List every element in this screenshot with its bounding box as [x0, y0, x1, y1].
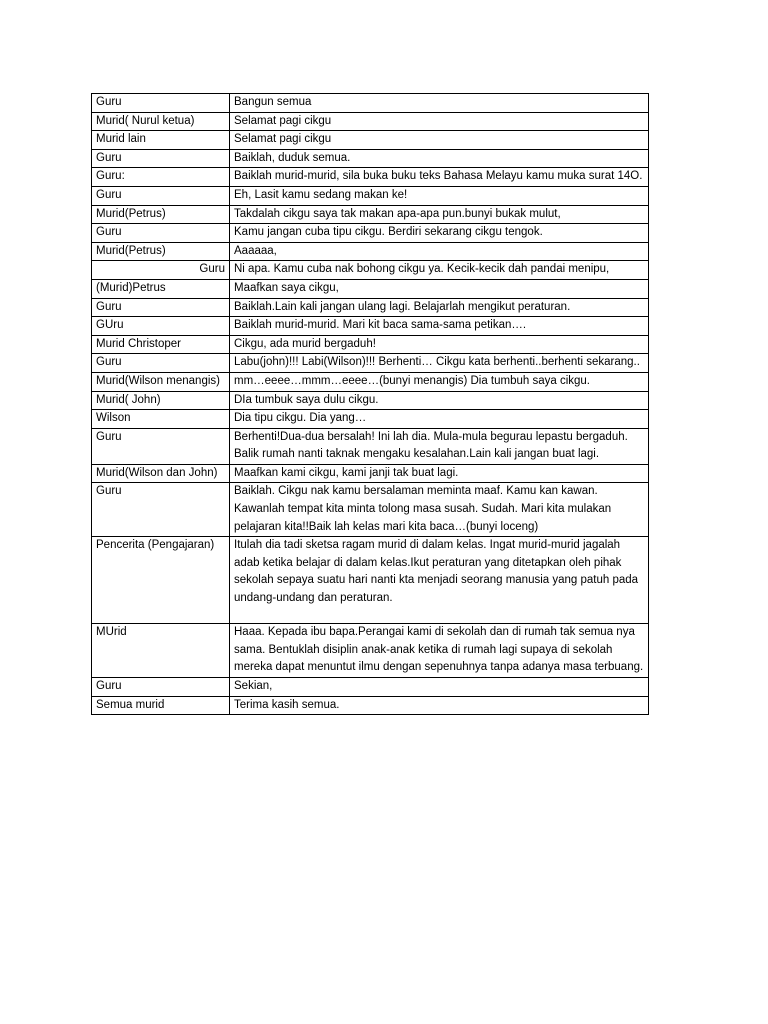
dialogue-cell: Selamat pagi cikgu [230, 112, 649, 131]
dialogue-cell: Terima kasih semua. [230, 696, 649, 715]
table-row [92, 372, 649, 391]
dialogue-cell: Takdalah cikgu saya tak makan apa-apa pun.bunyi bukak mulut, [230, 205, 649, 224]
table-row [92, 149, 649, 168]
speaker-cell: Guru [92, 149, 230, 168]
table-row [92, 279, 649, 298]
dialogue-cell: Ni apa. Kamu cuba nak bohong cikgu ya. Kecik-kecik dah pandai menipu, [230, 261, 649, 280]
table-row [92, 483, 649, 537]
dialogue-cell: Baiklah. Cikgu nak kamu bersalaman meminta maaf. Kamu kan kawan. Kawanlah tempat kita minta tolong masa susah. Sudah. Mari kita mulakan pelajaran kita!!Baik lah kelas mari kita baca…(bunyi loceng) [230, 483, 649, 537]
table-row [92, 354, 649, 373]
dialogue-cell: Eh, Lasit kamu sedang makan ke! [230, 186, 649, 205]
speaker-cell: Murid(Petrus) [92, 205, 230, 224]
speaker-cell: GUru [92, 317, 230, 336]
speaker-cell: Guru [92, 224, 230, 243]
table-row [92, 696, 649, 715]
speaker-cell: Murid lain [92, 131, 230, 150]
speaker-cell: Murid Christoper [92, 335, 230, 354]
dialogue-cell: Bangun semua [230, 94, 649, 113]
speaker-cell: Pencerita (Pengajaran) [92, 537, 230, 624]
table-row [92, 112, 649, 131]
speaker-cell: Guru [92, 94, 230, 113]
table-row [92, 624, 649, 678]
speaker-cell: Guru [92, 298, 230, 317]
speaker-cell: Wilson [92, 410, 230, 429]
dialogue-cell: Aaaaaa, [230, 242, 649, 261]
speaker-cell: (Murid)Petrus [92, 279, 230, 298]
dialogue-cell: DIa tumbuk saya dulu cikgu. [230, 391, 649, 410]
table-row [92, 94, 649, 113]
speaker-cell: Guru [92, 354, 230, 373]
table-row [92, 335, 649, 354]
dialogue-cell: Maafkan kami cikgu, kami janji tak buat lagi. [230, 464, 649, 483]
dialogue-cell: Itulah dia tadi sketsa ragam murid di dalam kelas. Ingat murid-murid jagalah adab ketika belajar di dalam kelas.Ikut peraturan yang ditetapkan oleh pihak sekolah sepaya suatu hari nanti kta menjadi seorang manusia yang patuh pada undang-undang dan peraturan. [230, 537, 649, 624]
dialogue-cell: Berhenti!Dua-dua bersalah! Ini lah dia. Mula-mula begurau lepastu bergaduh. Balik rumah nanti taknak mengaku kesalahan.Lain kali jangan buat lagi. [230, 428, 649, 464]
speaker-cell: Guru: [92, 168, 230, 187]
speaker-cell: Murid(Petrus) [92, 242, 230, 261]
dialogue-cell: Labu(john)!!! Labi(Wilson)!!! Berhenti… Cikgu kata berhenti..berhenti sekarang.. [230, 354, 649, 373]
table-row [92, 131, 649, 150]
dialogue-cell: Cikgu, ada murid bergaduh! [230, 335, 649, 354]
dialogue-cell: Haaa. Kepada ibu bapa.Perangai kami di sekolah dan di rumah tak semua nya sama. Bentuklah disiplin anak-anak ketika di rumah lagi supaya di sekolah mereka dapat menuntut ilmu dengan sepenuhnya tanpa adanya masa terbuang. [230, 624, 649, 678]
table-row [92, 537, 649, 624]
speaker-cell: Murid(Wilson menangis) [92, 372, 230, 391]
dialogue-cell: Baiklah.Lain kali jangan ulang lagi. Belajarlah mengikut peraturan. [230, 298, 649, 317]
speaker-cell: Guru [92, 483, 230, 537]
table-row [92, 168, 649, 187]
speaker-cell: Murid( Nurul ketua) [92, 112, 230, 131]
table-row [92, 428, 649, 464]
table-row [92, 410, 649, 429]
script-page [91, 93, 647, 715]
dialogue-cell: Baiklah, duduk semua. [230, 149, 649, 168]
speaker-cell: Semua murid [92, 696, 230, 715]
dialogue-table [91, 93, 649, 715]
dialogue-cell: mm…eeee…mmm…eeee…(bunyi menangis) Dia tumbuh saya cikgu. [230, 372, 649, 391]
table-row [92, 205, 649, 224]
speaker-cell: Guru [92, 678, 230, 697]
table-row [92, 242, 649, 261]
dialogue-cell: Dia tipu cikgu. Dia yang… [230, 410, 649, 429]
table-row [92, 391, 649, 410]
speaker-cell: MUrid [92, 624, 230, 678]
dialogue-cell: Kamu jangan cuba tipu cikgu. Berdiri sekarang cikgu tengok. [230, 224, 649, 243]
table-row [92, 678, 649, 697]
table-row [92, 186, 649, 205]
table-row [92, 261, 649, 280]
table-row [92, 298, 649, 317]
speaker-cell: Guru [92, 261, 230, 280]
table-row [92, 317, 649, 336]
dialogue-cell: Baiklah murid-murid. Mari kit baca sama-sama petikan…. [230, 317, 649, 336]
speaker-cell: Guru [92, 186, 230, 205]
dialogue-cell: Selamat pagi cikgu [230, 131, 649, 150]
table-row [92, 464, 649, 483]
speaker-cell: Murid( John) [92, 391, 230, 410]
dialogue-cell: Sekian, [230, 678, 649, 697]
speaker-cell: Murid(Wilson dan John) [92, 464, 230, 483]
dialogue-cell: Baiklah murid-murid, sila buka buku teks Bahasa Melayu kamu muka surat 14O. [230, 168, 649, 187]
table-row [92, 224, 649, 243]
speaker-cell: Guru [92, 428, 230, 464]
dialogue-cell: Maafkan saya cikgu, [230, 279, 649, 298]
